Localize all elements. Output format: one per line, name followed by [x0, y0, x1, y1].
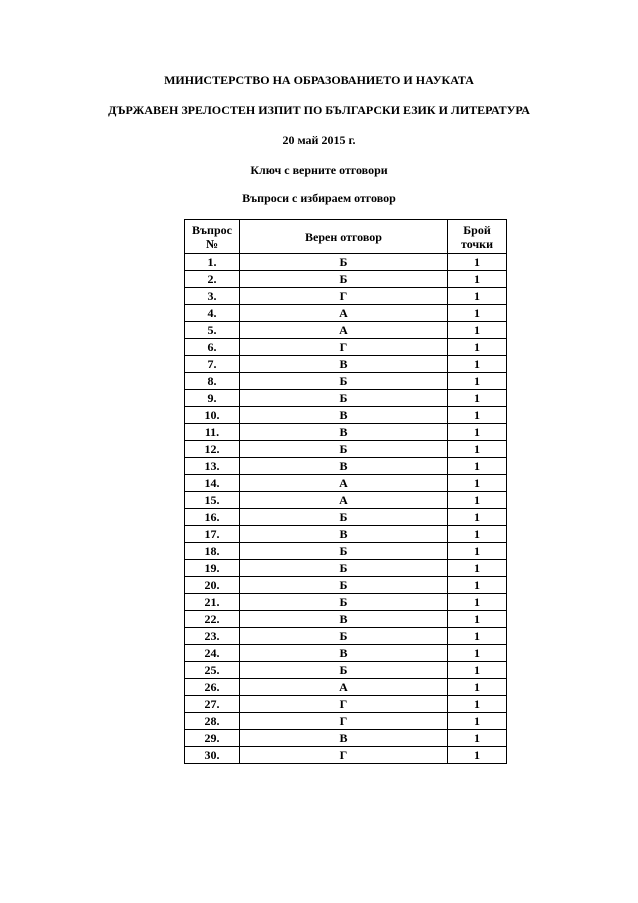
correct-answer-cell: Б [240, 271, 448, 288]
table-row [185, 373, 507, 390]
table-row [185, 696, 507, 713]
table-header-row [185, 220, 507, 254]
points-cell: 1 [448, 390, 507, 407]
correct-answer-cell: В [240, 645, 448, 662]
ministry-heading: МИНИСТЕРСТВО НА ОБРАЗОВАНИЕТО И НАУКАТА [164, 73, 474, 87]
points-cell: 1 [448, 696, 507, 713]
table-row [185, 390, 507, 407]
question-number-cell: 8. [185, 373, 240, 390]
question-number-cell: 26. [185, 679, 240, 696]
points-cell: 1 [448, 730, 507, 747]
question-number-cell: 16. [185, 509, 240, 526]
correct-answer-cell: Б [240, 373, 448, 390]
question-number-cell: 23. [185, 628, 240, 645]
correct-answer-cell: Б [240, 662, 448, 679]
points-cell: 1 [448, 305, 507, 322]
correct-answer-cell: Б [240, 594, 448, 611]
points-cell: 1 [448, 373, 507, 390]
points-cell: 1 [448, 747, 507, 764]
correct-answer-cell: В [240, 611, 448, 628]
question-number-cell: 19. [185, 560, 240, 577]
correct-answer-cell: А [240, 679, 448, 696]
table-row [185, 475, 507, 492]
points-cell: 1 [448, 475, 507, 492]
question-number-cell: 21. [185, 594, 240, 611]
table-row [185, 645, 507, 662]
table-row [185, 492, 507, 509]
points-cell: 1 [448, 509, 507, 526]
question-number-cell: 24. [185, 645, 240, 662]
table-row [185, 322, 507, 339]
correct-answer-cell: Г [240, 747, 448, 764]
column-header-answer: Верен отговор [240, 220, 448, 254]
table-row [185, 526, 507, 543]
question-number-cell: 1. [185, 254, 240, 271]
points-cell: 1 [448, 407, 507, 424]
exam-title: ДЪРЖАВЕН ЗРЕЛОСТЕН ИЗПИТ ПО БЪЛГАРСКИ ЕЗИК И ЛИТЕРАТУРА [108, 103, 530, 117]
points-cell: 1 [448, 458, 507, 475]
points-cell: 1 [448, 713, 507, 730]
column-header-question: Въпрос № [185, 220, 240, 254]
points-cell: 1 [448, 424, 507, 441]
points-cell: 1 [448, 339, 507, 356]
points-cell: 1 [448, 662, 507, 679]
table-row [185, 424, 507, 441]
points-cell: 1 [448, 679, 507, 696]
correct-answer-cell: Г [240, 288, 448, 305]
points-cell: 1 [448, 288, 507, 305]
table-row [185, 407, 507, 424]
points-cell: 1 [448, 577, 507, 594]
points-cell: 1 [448, 441, 507, 458]
points-cell: 1 [448, 543, 507, 560]
correct-answer-cell: В [240, 730, 448, 747]
table-row [185, 713, 507, 730]
points-cell: 1 [448, 254, 507, 271]
correct-answer-cell: В [240, 356, 448, 373]
question-number-cell: 28. [185, 713, 240, 730]
question-number-cell: 29. [185, 730, 240, 747]
question-number-cell: 14. [185, 475, 240, 492]
points-cell: 1 [448, 271, 507, 288]
points-cell: 1 [448, 526, 507, 543]
table-row [185, 305, 507, 322]
points-cell: 1 [448, 356, 507, 373]
correct-answer-cell: Б [240, 254, 448, 271]
question-number-cell: 4. [185, 305, 240, 322]
table-row [185, 662, 507, 679]
question-number-cell: 3. [185, 288, 240, 305]
question-number-cell: 15. [185, 492, 240, 509]
exam-date: 20 май 2015 г. [282, 133, 356, 147]
correct-answer-cell: Б [240, 390, 448, 407]
table-row [185, 543, 507, 560]
correct-answer-cell: Г [240, 339, 448, 356]
correct-answer-cell: Г [240, 696, 448, 713]
correct-answer-cell: В [240, 407, 448, 424]
table-row [185, 254, 507, 271]
correct-answer-cell: Б [240, 577, 448, 594]
points-cell: 1 [448, 628, 507, 645]
table-row [185, 679, 507, 696]
question-number-cell: 9. [185, 390, 240, 407]
answer-key-title: Ключ с верните отговори [250, 163, 388, 177]
correct-answer-cell: А [240, 322, 448, 339]
question-number-cell: 7. [185, 356, 240, 373]
question-number-cell: 2. [185, 271, 240, 288]
correct-answer-cell: А [240, 492, 448, 509]
question-number-cell: 11. [185, 424, 240, 441]
table-row [185, 271, 507, 288]
question-number-cell: 30. [185, 747, 240, 764]
correct-answer-cell: В [240, 526, 448, 543]
points-cell: 1 [448, 322, 507, 339]
table-row [185, 560, 507, 577]
correct-answer-cell: А [240, 475, 448, 492]
table-row [185, 458, 507, 475]
question-number-cell: 12. [185, 441, 240, 458]
question-number-cell: 17. [185, 526, 240, 543]
answer-key-table [184, 219, 507, 764]
question-number-cell: 27. [185, 696, 240, 713]
question-number-cell: 5. [185, 322, 240, 339]
correct-answer-cell: Г [240, 713, 448, 730]
question-number-cell: 25. [185, 662, 240, 679]
question-number-cell: 20. [185, 577, 240, 594]
correct-answer-cell: В [240, 458, 448, 475]
table-row [185, 577, 507, 594]
table-row [185, 441, 507, 458]
correct-answer-cell: Б [240, 543, 448, 560]
question-number-cell: 22. [185, 611, 240, 628]
table-row [185, 611, 507, 628]
correct-answer-cell: Б [240, 628, 448, 645]
correct-answer-cell: Б [240, 441, 448, 458]
table-row [185, 356, 507, 373]
table-row [185, 509, 507, 526]
table-row [185, 747, 507, 764]
table-row [185, 288, 507, 305]
question-number-cell: 18. [185, 543, 240, 560]
table-row [185, 594, 507, 611]
correct-answer-cell: Б [240, 509, 448, 526]
table-row [185, 339, 507, 356]
correct-answer-cell: А [240, 305, 448, 322]
question-number-cell: 13. [185, 458, 240, 475]
question-number-cell: 6. [185, 339, 240, 356]
points-cell: 1 [448, 645, 507, 662]
points-cell: 1 [448, 594, 507, 611]
question-number-cell: 10. [185, 407, 240, 424]
table-row [185, 730, 507, 747]
table-row [185, 628, 507, 645]
correct-answer-cell: Б [240, 560, 448, 577]
points-cell: 1 [448, 492, 507, 509]
correct-answer-cell: В [240, 424, 448, 441]
points-cell: 1 [448, 560, 507, 577]
column-header-points: Брой точки [448, 220, 507, 254]
points-cell: 1 [448, 611, 507, 628]
section-title: Въпроси с избираем отговор [242, 191, 396, 205]
